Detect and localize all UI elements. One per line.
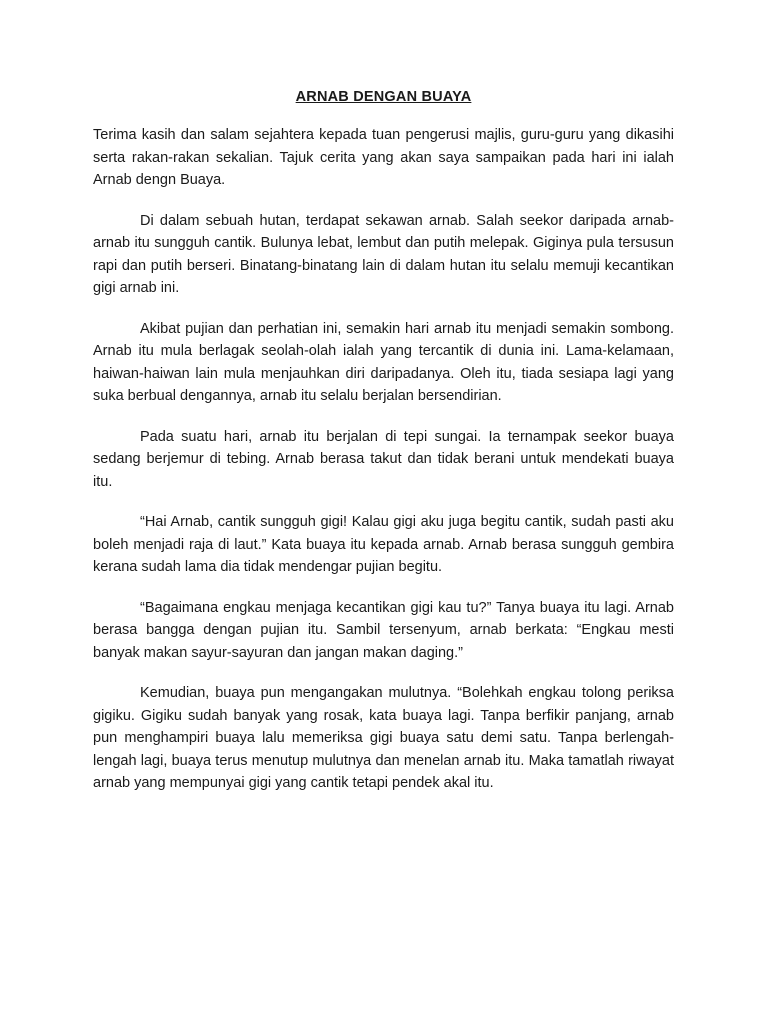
paragraph-3: Akibat pujian dan perhatian ini, semakin hari arnab itu menjadi semakin sombong. Arnab itu mula berlagak seolah-olah ialah yang tercantik di dunia ini. Lama-kelamaan, haiwan-haiwan lain mula menjauhkan diri daripadanya. Oleh itu, tiada sesiapa lagi yang suka berbual dengannya, arnab itu selalu berjalan bersendirian. [93, 320, 674, 404]
document-title: ARNAB DENGAN BUAYA [295, 89, 472, 105]
paragraph-4: Pada suatu hari, arnab itu berjalan di tepi sungai. Ia ternampak seekor buaya sedang berjemur di tebing. Arnab berasa takut dan tidak berani untuk mendekati buaya itu. [93, 428, 674, 490]
paragraph-7: Kemudian, buaya pun mengangakan mulutnya. “Bolehkah engkau tolong periksa gigiku. Gigiku sudah banyak yang rosak, kata buaya lagi. Tanpa berfikir panjang, arnab pun menghampiri buaya lalu memeriksa gigi buaya satu demi satu. Tanpa berlengah-lengah lagi, buaya terus menutup mulutnya dan menelan arnab itu. Maka tamatlah riwayat arnab yang mempunyai gigi yang cantik tetapi pendek akal itu. [93, 685, 674, 791]
paragraph-6: “Bagaimana engkau menjaga kecantikan gigi kau tu?” Tanya buaya itu lagi. Arnab berasa bangga dengan pujian itu. Sambil tersenyum, arnab berkata: “Engkau mesti banyak makan sayur-sayuran dan jangan makan daging.” [93, 599, 674, 661]
paragraph-intro: Terima kasih dan salam sejahtera kepada tuan pengerusi majlis, guru-guru yang dikasihi serta rakan-rakan sekalian. Tajuk cerita yang akan saya sampaikan pada hari ini ialah Arnab dengn Buaya. [93, 127, 674, 188]
document-page [93, 87, 674, 813]
paragraph-2: Di dalam sebuah hutan, terdapat sekawan arnab. Salah seekor daripada arnab-arnab itu sungguh cantik. Bulunya lebat, lembut dan putih melepak. Giginya pula tersusun rapi dan putih berseri. Binatang-binatang lain di dalam hutan itu selalu memuji kecantikan gigi arnab ini. [93, 212, 674, 296]
paragraph-5: “Hai Arnab, cantik sungguh gigi! Kalau gigi aku juga begitu cantik, sudah pasti aku boleh menjadi raja di laut.” Kata buaya itu kepada arnab. Arnab berasa sungguh gembira kerana sudah lama dia tidak mendengar pujian begitu. [93, 514, 674, 575]
